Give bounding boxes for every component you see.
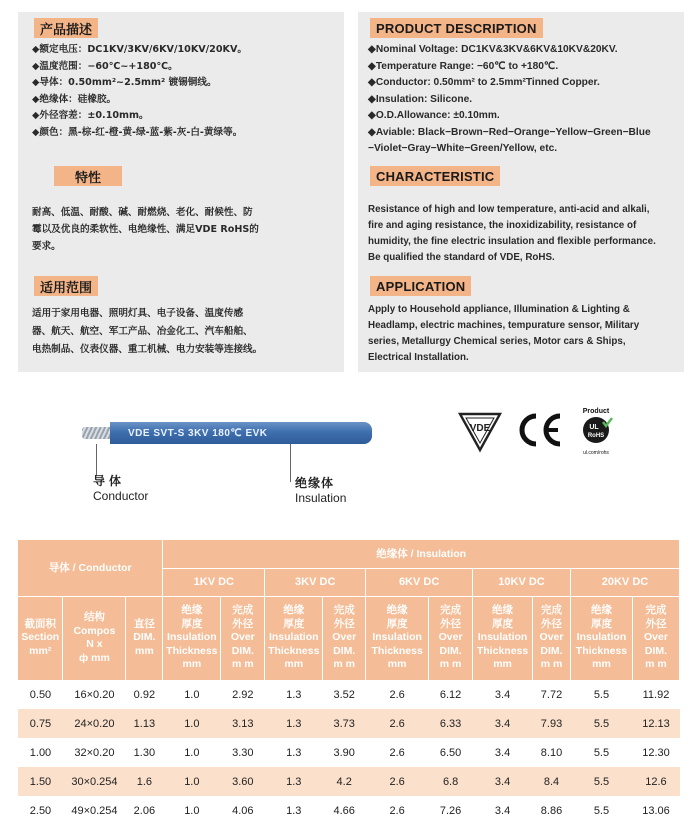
voltage-header: 20KV DC	[570, 568, 679, 596]
table-cell: 3.90	[333, 746, 355, 759]
table-row	[18, 738, 680, 767]
table-cell: 1.3	[286, 746, 302, 759]
compos-header-line: 结构	[83, 611, 105, 623]
dim-header-line: DIM.	[133, 631, 156, 644]
table-cell: 12.30	[642, 746, 670, 759]
over-dim-header-line: 外径	[232, 617, 254, 630]
cn-char-title: 特性	[54, 166, 122, 186]
over-dim-header-line: Over	[332, 631, 357, 644]
conductor-callout	[93, 474, 148, 504]
table-cell: 13.06	[642, 804, 670, 817]
en-char-text	[368, 202, 682, 266]
over-dim-header-line: 完成	[333, 604, 355, 617]
table-cell: 1.50	[18, 767, 63, 796]
thickness-header	[473, 596, 533, 680]
table-cell: 3.60	[221, 767, 265, 796]
thickness-header	[265, 596, 323, 680]
cn-char-line: 霉以及优良的柔软性、电绝缘性、满足VDE RoHS的	[32, 224, 259, 235]
en-desc-line: ◆Temperature Range: −60℃ to +180℃.	[368, 60, 559, 72]
cable-print-text: VDE SVT-S 3KV 180℃ EVK	[128, 427, 268, 439]
cn-app-line: 器、航天、航空、军工产品、冶金化工、汽车船舶、	[32, 326, 253, 337]
table-cell: 6.50	[439, 746, 462, 759]
thickness-header-line: Insulation	[477, 631, 528, 644]
over-dim-header	[221, 596, 265, 680]
insulation-label-cn: 绝缘体	[295, 476, 335, 490]
conductor-group-header: 导体 / Conductor	[18, 540, 163, 596]
rohs-top-text: Product	[582, 408, 610, 415]
cn-app-text	[32, 305, 337, 359]
cn-desc-line: ◆绝缘体：硅橡胶。	[32, 93, 117, 105]
over-dim-header	[323, 596, 366, 680]
table-cell: 3.13	[221, 709, 265, 738]
thickness-header-line: Insulation	[268, 631, 319, 644]
table-cell: 1.0	[184, 804, 200, 817]
sub-header-row	[18, 596, 680, 680]
cn-char-text	[32, 204, 337, 255]
over-dim-header	[632, 596, 679, 680]
cable-jacket	[110, 422, 372, 444]
cn-desc-line: ◆额定电压：DC1KV/3KV/6KV/10KV/20KV。	[32, 44, 247, 55]
cn-app-line: 电热制品、仪表仪器、重工机械、电力安装等连接线。	[32, 344, 263, 355]
table-cell: 30×0.254	[63, 767, 126, 796]
conductor-strands	[82, 427, 112, 439]
conductor-label-en: Conductor	[93, 489, 149, 503]
table-cell: 1.0	[184, 746, 200, 759]
over-dim-header-line: DIM.	[540, 644, 563, 657]
table-cell: 2.50	[29, 804, 52, 817]
table-row	[18, 767, 680, 796]
thickness-header-line: 厚度	[492, 617, 514, 630]
table-cell: 1.00	[29, 746, 52, 759]
table-row	[18, 680, 680, 709]
over-dim-header-line: 外径	[541, 617, 562, 630]
thickness-header	[366, 596, 429, 680]
cn-desc-line: ◆导体：0.50mm²~2.5mm² 镀锡铜线。	[32, 77, 217, 88]
rohs-mid-text: RoHS	[587, 433, 605, 439]
thickness-header-line: mm	[182, 658, 202, 671]
thickness-header-line: mm	[493, 658, 512, 671]
over-dim-header-line: DIM.	[644, 644, 668, 657]
thickness-header	[163, 596, 221, 680]
table-row	[18, 709, 680, 738]
table-cell: 0.50	[29, 688, 52, 701]
en-desc-line: −Violet−Gray−White−Green/Yellow, etc.	[368, 143, 558, 154]
over-dim-header-line: 外径	[333, 617, 355, 630]
cn-char-line: 要求。	[32, 241, 61, 252]
dim-header-line: 直径	[133, 617, 155, 630]
cn-char-line: 耐高、低温、耐酸、碱、耐燃烧、老化、耐候性、防	[32, 207, 253, 218]
over-dim-header-line: 完成	[440, 604, 462, 617]
thickness-header-line: Insulation	[167, 631, 217, 644]
thickness-header-line: mm	[387, 658, 407, 671]
en-char-line: Be qualified the standard of VDE, RoHS.	[368, 252, 555, 263]
table-cell: 0.75	[18, 709, 63, 738]
table-cell: 8.4	[533, 767, 571, 796]
table-cell: 2.6	[389, 804, 405, 817]
conductor-leader-line	[96, 444, 97, 476]
thickness-header-line: Thickness	[371, 644, 423, 657]
en-app-line: series, Metallurgy Chemical series, Motor cars & Ships,	[368, 336, 626, 347]
table-cell: 5.5	[593, 746, 610, 759]
voltage-header: 3KV DC	[265, 568, 366, 596]
thickness-header-line: Thickness	[575, 644, 628, 657]
insulation-label-en: Insulation	[295, 491, 347, 505]
table-cell: 1.30	[133, 746, 156, 759]
table-cell: 16×0.20	[74, 688, 115, 701]
table-cell: 1.6	[126, 767, 163, 796]
over-dim-header	[533, 596, 571, 680]
cn-app-title: 适用范围	[34, 276, 98, 296]
english-description-panel	[358, 12, 684, 372]
section-header-line: 截面积	[24, 617, 56, 630]
svg-text:UL: UL	[589, 424, 599, 431]
en-app-line: Headlamp, electric machines, tempurature sensor, Military	[368, 320, 640, 331]
table-cell: 2.06	[133, 804, 156, 817]
conductor-label-cn: 导体	[93, 474, 126, 488]
thickness-header-line: mm	[284, 658, 304, 671]
table-cell: 4.2	[323, 767, 366, 796]
section-header-line: Section	[21, 631, 60, 644]
over-dim-header-line: 外径	[645, 617, 667, 630]
over-dim-header-line: Over	[438, 631, 463, 644]
table-cell: 6.12	[439, 688, 462, 701]
thickness-header-line: Thickness	[476, 644, 529, 657]
table-cell: 1.0	[163, 709, 221, 738]
table-cell: 0.92	[133, 688, 156, 701]
thickness-header-line: 厚度	[590, 617, 612, 630]
thickness-header	[570, 596, 632, 680]
compos-header-line: ф mm	[79, 651, 110, 664]
table-cell: 3.4	[494, 746, 511, 759]
table-cell: 2.6	[389, 746, 405, 759]
table-cell: 1.0	[163, 767, 221, 796]
cn-desc-line: ◆颜色：黑-棕-红-橙-黄-绿-蓝-紫-灰-白-黄绿等。	[32, 126, 243, 138]
table-cell: 7.72	[540, 688, 563, 701]
thickness-header-line: 绝缘	[386, 604, 408, 617]
table-cell: 1.13	[126, 709, 163, 738]
table-cell: 49×0.254	[71, 804, 118, 817]
over-dim-header-line: m m	[232, 658, 254, 671]
table-cell: 8.10	[540, 746, 563, 759]
table-cell: 7.26	[439, 804, 462, 817]
table-cell: 5.5	[593, 688, 610, 701]
over-dim-header-line: 完成	[645, 604, 667, 617]
section-header-line: mm²	[29, 644, 52, 657]
ce-mark-icon	[514, 410, 566, 450]
compos-header	[63, 596, 126, 680]
en-desc-line: ◆Nominal Voltage: DC1KV&3KV&6KV&10KV&20KV.	[368, 44, 618, 55]
table-cell: 5.5	[570, 709, 632, 738]
en-app-line: Electrical Installation.	[368, 352, 469, 363]
dim-header	[126, 596, 163, 680]
en-char-line: humidity, the fine electric insulation and flexible performance.	[368, 236, 656, 247]
en-app-title: APPLICATION	[370, 276, 471, 296]
table-cell: 3.4	[473, 709, 533, 738]
over-dim-header-line: 完成	[541, 604, 562, 617]
voltage-header: 10KV DC	[473, 568, 571, 596]
over-dim-header-line: 完成	[232, 604, 254, 617]
over-dim-header-line: 外径	[440, 617, 462, 630]
table-row	[18, 796, 680, 825]
table-cell: 4.66	[333, 804, 355, 817]
spec-table-body	[18, 680, 680, 825]
over-dim-header-line: DIM.	[231, 644, 254, 657]
table-cell: 7.93	[533, 709, 571, 738]
over-dim-header-line: m m	[645, 658, 667, 671]
table-cell: 3.52	[333, 688, 355, 701]
table-cell: 3.4	[494, 804, 511, 817]
thickness-header-line: 绝缘	[181, 604, 203, 617]
thickness-header-line: 厚度	[181, 617, 203, 630]
over-dim-header-line: m m	[333, 658, 355, 671]
table-cell: 3.30	[232, 746, 254, 759]
voltage-header: 6KV DC	[366, 568, 473, 596]
table-cell: 2.6	[389, 688, 405, 701]
table-cell: 5.5	[570, 767, 632, 796]
insulation-group-header: 绝缘体 / Insulation	[163, 540, 680, 568]
insulation-leader-line	[290, 444, 291, 482]
cable-illustration	[82, 422, 372, 444]
en-char-line: fire and aging resistance, the inoxidizability, resistance of	[368, 220, 637, 231]
en-char-title: CHARACTERISTIC	[370, 166, 500, 186]
en-char-line: Resistance of high and low temperature, anti-acid and alkali,	[368, 204, 650, 215]
table-cell: 11.92	[642, 688, 670, 701]
over-dim-header-line: DIM.	[439, 644, 462, 657]
table-cell: 1.3	[286, 688, 302, 701]
thickness-header-line: mm	[592, 658, 611, 671]
en-app-text	[368, 302, 682, 366]
over-dim-header-line: DIM.	[333, 644, 356, 657]
spec-table	[18, 540, 680, 825]
table-cell: 1.3	[286, 804, 302, 817]
en-desc-line: ◆O.D.Allowance: ±0.10mm.	[368, 110, 500, 121]
thickness-header-line: Insulation	[576, 631, 627, 644]
en-desc-line: ◆Aviable: Black−Brown−Red−Orange−Yellow−Green−Blue	[368, 126, 651, 138]
vde-logo-icon	[456, 408, 504, 454]
ul-rohs-logo-icon	[576, 404, 616, 456]
table-cell: 32×0.20	[74, 746, 115, 759]
insulation-callout	[295, 476, 346, 506]
table-cell: 2.6	[366, 767, 429, 796]
table-cell: 12.6	[632, 767, 679, 796]
over-dim-header	[429, 596, 473, 680]
over-dim-header-line: Over	[230, 631, 255, 644]
thickness-header-line: Insulation	[372, 631, 422, 644]
over-dim-header-line: m m	[439, 658, 462, 671]
en-desc-line: ◆Conductor: 0.50mm² to 2.5mm²Tinned Copper.	[368, 77, 600, 88]
compos-header-line: N x	[86, 638, 103, 650]
table-cell: 2.92	[232, 688, 254, 701]
en-desc-list	[368, 42, 680, 158]
cn-desc-line: ◆温度范围：−60℃~+180℃。	[32, 60, 178, 72]
over-dim-header-line: Over	[644, 631, 668, 644]
section-header	[18, 596, 63, 680]
rohs-bottom-text: ul.com/rohs	[583, 450, 609, 456]
table-cell: 4.06	[232, 804, 254, 817]
table-cell: 1.0	[184, 688, 200, 701]
cn-app-line: 适用于家用电器、照明灯具、电子设备、温度传感	[32, 308, 244, 319]
cn-desc-title: 产品描述	[34, 18, 98, 38]
table-cell: 8.86	[540, 804, 563, 817]
en-app-line: Apply to Household appliance, Illumination & Lighting &	[368, 304, 630, 315]
dim-header-line: mm	[135, 644, 154, 657]
table-cell: 1.3	[265, 709, 323, 738]
voltage-header: 1KV DC	[163, 568, 265, 596]
table-cell: 3.4	[473, 767, 533, 796]
en-desc-title: PRODUCT DESCRIPTION	[370, 18, 543, 38]
table-cell: 6.33	[429, 709, 473, 738]
table-cell: 12.13	[632, 709, 679, 738]
vde-logo-text: VDE	[469, 423, 491, 434]
thickness-header-line: 绝缘	[283, 604, 305, 617]
en-desc-line: ◆Insulation: Silicone.	[368, 93, 473, 105]
over-dim-header-line: m m	[540, 658, 563, 671]
thickness-header-line: 绝缘	[590, 604, 612, 617]
thickness-header-line: 厚度	[283, 617, 305, 630]
thickness-header-line: 绝缘	[492, 604, 514, 617]
thickness-header-line: 厚度	[386, 617, 408, 630]
cn-desc-line: ◆外径容差：±0.10mm。	[32, 110, 149, 121]
table-cell: 6.8	[429, 767, 473, 796]
cn-desc-list	[32, 42, 337, 141]
compos-header-line: Compos	[73, 624, 116, 637]
chinese-description-panel	[18, 12, 344, 372]
thickness-header-line: Thickness	[268, 644, 320, 657]
over-dim-header-line: Over	[539, 631, 564, 644]
table-cell: 3.4	[494, 688, 511, 701]
thickness-header-line: Thickness	[166, 644, 218, 657]
table-cell: 24×0.20	[63, 709, 126, 738]
table-cell: 5.5	[593, 804, 610, 817]
table-cell: 2.6	[366, 709, 429, 738]
table-cell: 3.73	[323, 709, 366, 738]
table-cell: 1.3	[265, 767, 323, 796]
